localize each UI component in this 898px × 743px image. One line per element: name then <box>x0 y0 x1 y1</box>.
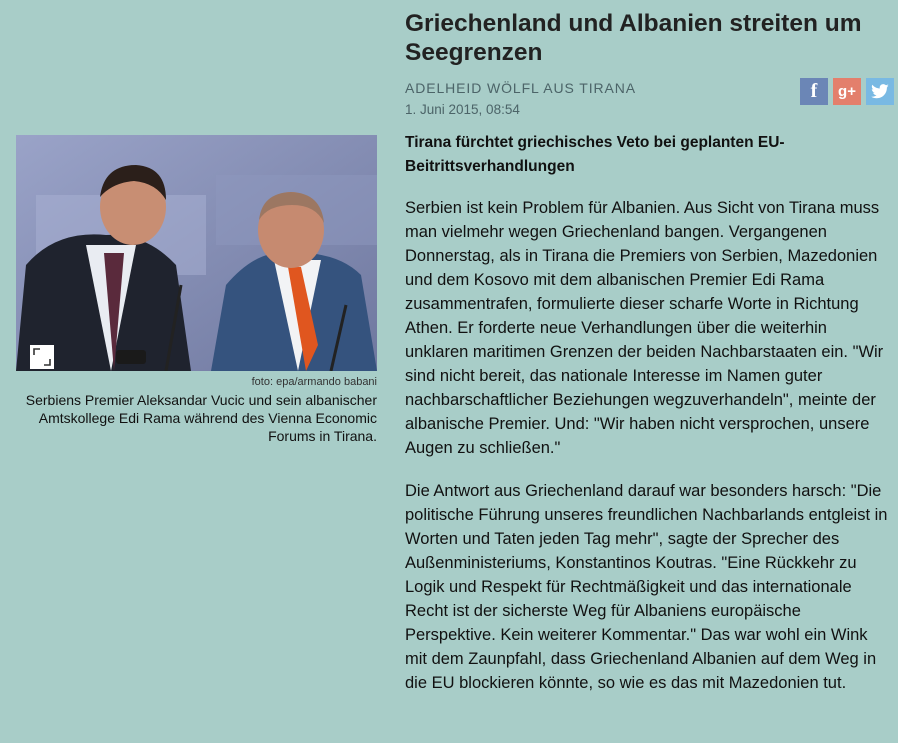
facebook-icon: f <box>810 80 818 102</box>
facebook-share-button[interactable] <box>800 78 828 105</box>
article-headline: Griechenland und Albanien streiten um Seegrenzen <box>405 10 862 66</box>
googleplus-share-button[interactable] <box>833 78 861 105</box>
publish-date: 1. Juni 2015, 08:54 <box>405 102 520 117</box>
article-body <box>405 196 893 714</box>
article-photo[interactable] <box>16 135 377 371</box>
expand-icon <box>30 345 54 369</box>
photo-illustration <box>16 135 377 371</box>
body-paragraph: Die Antwort aus Griechenland darauf war besonders harsch: "Die politische Führung unseres freundlichen Nachbarlands entgleist in Worten und Taten jeden Tag mehr", sagte der Sprecher des Außenministeriums, Konstantinos Koutras. "Eine Rückkehr zu Logik und Respekt für Rechtmäßigkeit und das internationale Recht ist der sicherste Weg für Albaniens europäische Perspektive. Kein weiterer Kommentar." Das war wohl ein Wink mit dem Zaunpfahl, dass Griechenland Albanien auf dem Weg in die EU blockieren könnte, so wie es das mit Mazedonien tut. <box>405 482 888 692</box>
photo-credit: foto: epa/armando babani <box>251 376 377 388</box>
photo-caption: Serbiens Premier Aleksandar Vucic und sein albanischer Amtskollege Edi Rama während des Vienna Economic Forums in Tirana. <box>25 392 377 444</box>
article-lead: Tirana fürchtet griechisches Veto bei geplanten EU-Beitrittsverhandlungen <box>405 134 785 175</box>
expand-photo-button[interactable] <box>30 345 54 369</box>
body-paragraph: Serbien ist kein Problem für Albanien. Aus Sicht von Tirana muss man vielmehr wegen Griechenland bangen. Vergangenen Donnerstag, als in Tirana die Premiers von Serbien, Mazedonien und dem Kosovo mit dem albanischen Premier Edi Rama zusammentrafen, formulierte dieser scharfe Worte in Richtung Athen. Er forderte neue Verhandlungen über die weiterhin unklaren maritimen Grenzen der beiden Nachbarstaaten ein. "Wir sind nicht bereit, das nationale Interesse im Namen guter nachbarschaftlicher Beziehungen wegzuverhandeln", meinte der albanische Premier. Und: "Wir haben nicht versprochen, unsere Augen zu schließen." <box>405 199 884 457</box>
twitter-share-button[interactable] <box>866 78 894 105</box>
twitter-icon <box>870 84 890 100</box>
googleplus-icon: g+ <box>838 83 856 100</box>
author-byline[interactable]: ADELHEID WÖLFL AUS TIRANA <box>405 80 636 96</box>
